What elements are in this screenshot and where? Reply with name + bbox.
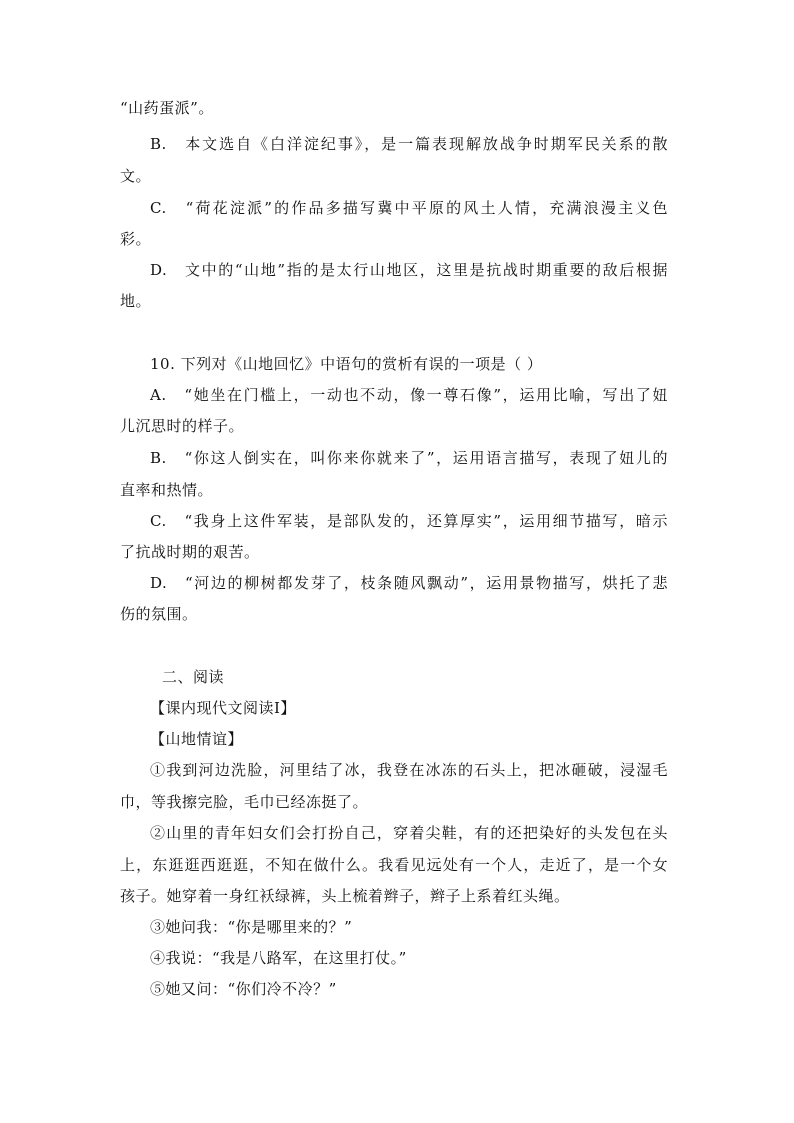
text-line: 了抗战时期的艰苦。 [120, 543, 260, 561]
text-line: “山药蛋派”。 [120, 99, 214, 117]
paragraph-line: ④我说：“我是八路军，在这里打仗。” [150, 949, 407, 967]
option-a-line: A. “她坐在门槛上，一动也不动，像一尊石像”，运用比喻，写出了妞 [150, 386, 668, 404]
option-b-line: B. 本文选自《白洋淀纪事》，是一篇表现解放战争时期军民关系的散 [150, 135, 668, 153]
paragraph-line: ③她问我：“你是哪里来的？” [150, 918, 353, 936]
option-d-line: D. “河边的柳树都发芽了，枝条随风飘动”，运用景物描写，烘托了悲 [150, 574, 668, 592]
paragraph-line: 巾，等我擦完脸，毛巾已经冻挺了。 [120, 793, 369, 811]
option-d-line: D. 文中的“山地”指的是太行山地区，这里是抗战时期重要的敌后根据 [150, 261, 668, 279]
text-line: 地。 [120, 292, 152, 310]
option-c-line: C. “荷花淀派”的作品多描写冀中平原的风土人情，充满浪漫主义色 [150, 199, 668, 217]
paragraph-line: ①我到河边洗脸，河里结了冰，我登在冰冻的石头上，把冰砸破，浸湿毛 [150, 761, 668, 779]
passage-title: 【山地情谊】 [150, 730, 244, 748]
text-line: 儿沉思时的样子。 [120, 417, 245, 435]
paragraph-line: ⑤她又问：“你们冷不冷？” [150, 980, 337, 998]
section-heading: 二、阅读 [162, 668, 225, 686]
subsection-heading: 【课内现代文阅读Ⅰ】 [150, 699, 296, 717]
text-line: 文。 [120, 167, 152, 185]
option-b-line: B. “你这人倒实在，叫你来你就来了”，运用语言描写，表现了妞儿的 [150, 449, 668, 467]
text-line: 彩。 [120, 230, 152, 248]
paragraph-line: 上，东逛逛西逛逛，不知在做什么。我看见远处有一个人，走近了，是一个女 [120, 856, 668, 874]
question-10: 10. 下列对《山地回忆》中语句的赏析有误的一项是（ ） [150, 355, 543, 373]
text-line: 直率和热情。 [120, 481, 214, 499]
paragraph-line: ②山里的青年妇女们会打扮自己，穿着尖鞋，有的还把染好的头发包在头 [150, 824, 668, 842]
paragraph-line: 孩子。她穿着一身红袄绿裤，头上梳着辫子，辫子上系着红头绳。 [120, 887, 570, 905]
option-c-line: C. “我身上这件军装，是部队发的，还算厚实”，运用细节描写，暗示 [150, 512, 668, 530]
text-line: 伤的氛围。 [120, 605, 198, 623]
